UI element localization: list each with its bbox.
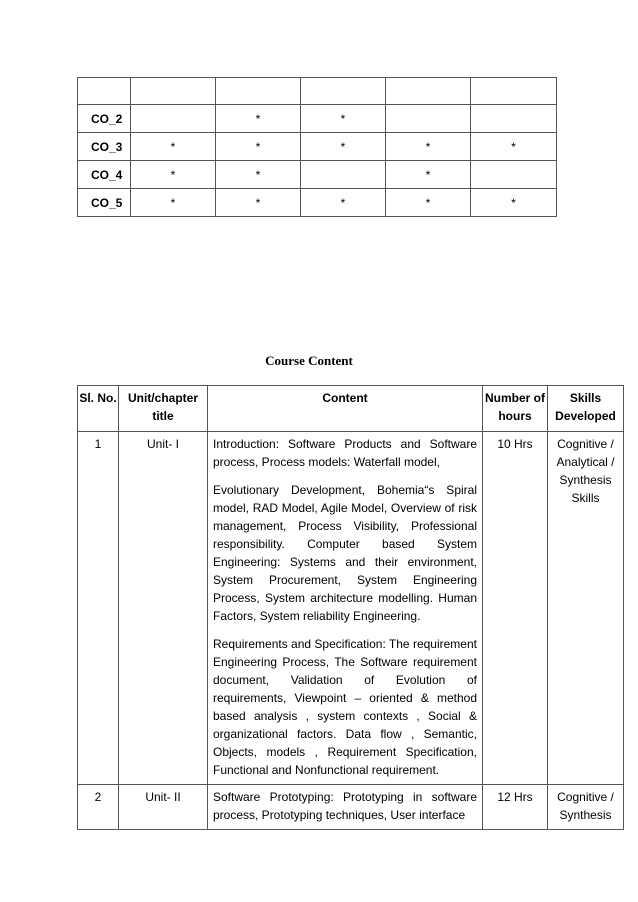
table-row xyxy=(78,432,624,785)
co-table-row xyxy=(78,78,557,105)
content-paragraph: Evolutionary Development, Bohemia“s Spiral model, RAD Model, Agile Model, Overview of risk management, Process Visibility, Professional responsibility. Computer based System Engineering: Systems and their environment, System Procurement, System Engineering Process, System architecture modelling. Human Factors, System reliability Engineering. xyxy=(213,483,477,623)
co-cell: * xyxy=(386,133,471,161)
row-skills: Cognitive / Analytical / Synthesis Skills xyxy=(548,432,624,785)
co-cell xyxy=(471,78,557,105)
row-sl-no: 1 xyxy=(78,432,119,785)
row-hours: 12 Hrs xyxy=(483,785,548,830)
co-cell: * xyxy=(301,189,386,217)
co-cell: * xyxy=(471,189,557,217)
row-skills: Cognitive / Synthesis xyxy=(548,785,624,830)
row-hours: 10 Hrs xyxy=(483,432,548,785)
co-label: CO_4 xyxy=(78,161,131,189)
co-cell: * xyxy=(216,133,301,161)
header-unit: Unit/chapter title xyxy=(119,386,208,432)
co-cell: * xyxy=(386,161,471,189)
co-cell xyxy=(216,78,301,105)
co-cell xyxy=(386,78,471,105)
row-sl-no: 2 xyxy=(78,785,119,830)
header-hours: Number of hours xyxy=(483,386,548,432)
co-cell xyxy=(301,161,386,189)
co-table-row xyxy=(78,189,557,217)
co-table-row xyxy=(78,105,557,133)
content-paragraph: Software Prototyping: Prototyping in software process, Prototyping techniques, User interface xyxy=(213,790,477,822)
co-label: CO_3 xyxy=(78,133,131,161)
co-cell xyxy=(301,78,386,105)
co-table-row xyxy=(78,161,557,189)
header-skills: Skills Developed xyxy=(548,386,624,432)
co-mapping-table xyxy=(77,77,557,217)
co-cell: * xyxy=(131,189,216,217)
co-cell: * xyxy=(216,189,301,217)
section-title: Course Content xyxy=(265,353,353,368)
co-cell xyxy=(471,161,557,189)
co-cell: * xyxy=(131,133,216,161)
content-paragraph: Introduction: Software Products and Software process, Process models: Waterfall model, xyxy=(213,437,477,469)
co-cell: * xyxy=(216,105,301,133)
co-cell: * xyxy=(216,161,301,189)
co-label: CO_2 xyxy=(78,105,131,133)
row-content xyxy=(208,785,483,830)
co-cell xyxy=(131,105,216,133)
co-cell: * xyxy=(301,133,386,161)
co-cell: * xyxy=(471,133,557,161)
co-cell xyxy=(131,78,216,105)
table-row xyxy=(78,785,624,830)
co-table-row xyxy=(78,133,557,161)
co-label xyxy=(78,78,131,105)
co-cell xyxy=(386,105,471,133)
course-content-table xyxy=(77,385,624,830)
content-paragraph: Requirements and Specification: The requirement Engineering Process, The Software requirement document, Validation of Evolution of requirements, Viewpoint – oriented & method based analysis , system contexts , Social & organizational factors. Data flow , Semantic, Objects, models , Requirement Specification, Functional and Nonfunctional requirement. xyxy=(213,637,477,777)
co-cell: * xyxy=(301,105,386,133)
co-label: CO_5 xyxy=(78,189,131,217)
co-cell xyxy=(471,105,557,133)
header-content: Content xyxy=(208,386,483,432)
co-cell: * xyxy=(386,189,471,217)
header-sl-no: Sl. No. xyxy=(78,386,119,432)
row-unit: Unit- I xyxy=(119,432,208,785)
co-cell: * xyxy=(131,161,216,189)
row-content xyxy=(208,432,483,785)
row-unit: Unit- II xyxy=(119,785,208,830)
table-header-row xyxy=(78,386,624,432)
